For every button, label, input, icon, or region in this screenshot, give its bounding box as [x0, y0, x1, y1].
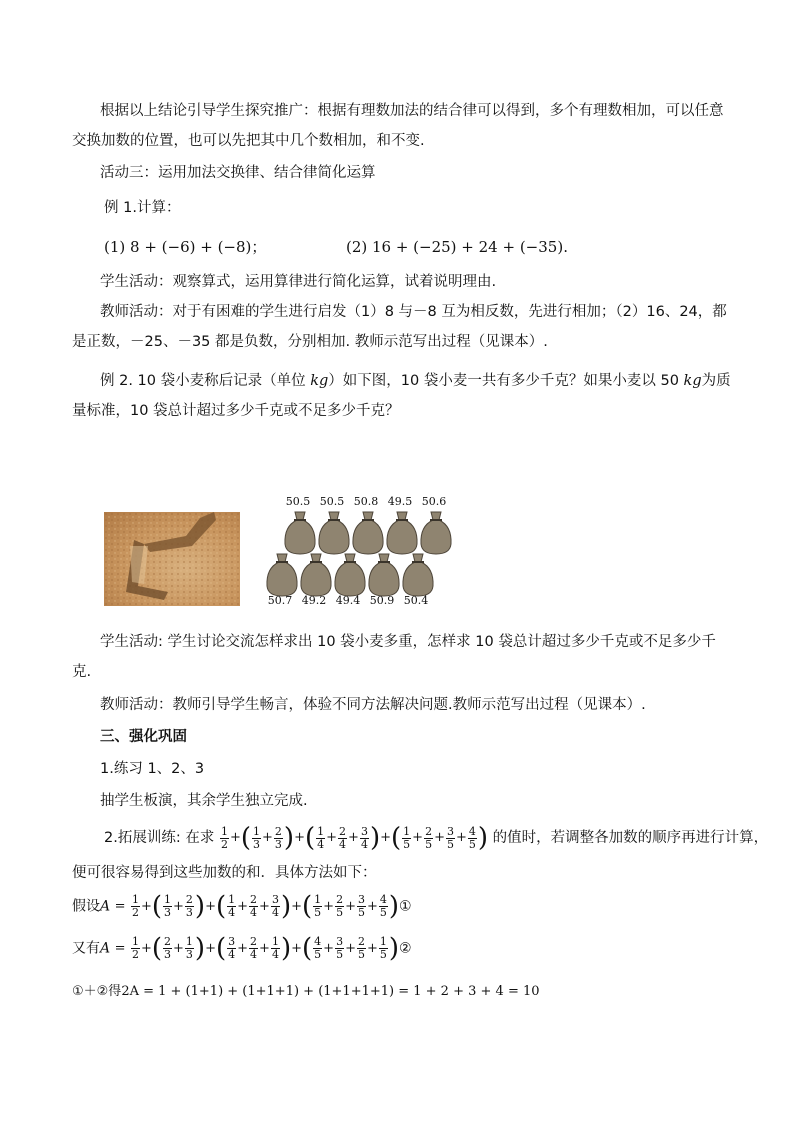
student-activity-2: 学生活动: 学生讨论交流怎样求出 10 袋小麦多重，怎样求 10 袋总计超过多少千克或不足多少千克.	[72, 634, 716, 680]
fraction-expression: $\frac{1}{2}$ +( $\frac{1}{3}$ + $\frac{2}{3}$ )+( $\frac{1}{4}$ + $\frac{2}{4}$ + $\frac{3}{4}$ )+( $\frac{1}{5}$ + $\frac{2}{5}$ + $\frac{3}{5}$ + $\frac{4}{5}$ )	[220, 823, 489, 853]
practice-line: 1.练习 1、2、3	[100, 761, 205, 777]
example2-paragraph	[72, 366, 732, 426]
example2-unit-2: kg	[683, 373, 702, 389]
activity3-heading: 活动三：运用加法交换律、结合律简化运算	[100, 165, 376, 181]
weight-label: 50.5	[319, 495, 345, 508]
weight-label: 49.5	[387, 495, 413, 508]
student-activity-1: 学生活动：观察算式，运用算律进行简化运算，试着说明理由.	[100, 274, 497, 290]
sack-icon	[332, 552, 368, 598]
sack-icon	[384, 510, 420, 556]
sack-icon	[400, 552, 436, 598]
wheat-sacks-figure	[262, 490, 452, 610]
weight-label: 49.4	[335, 594, 361, 607]
wheat-harvest-image	[104, 512, 240, 606]
extension-text-b: 的值时，若调整各加数的顺序再进行计算，	[492, 830, 769, 846]
extension-text-c: 便可很容易得到这些加数的和．具体方法如下：	[72, 865, 377, 881]
equation-2: 又有A = $\frac{1}{2}$ +( $\frac{2}{3}$ + $\frac{1}{3}$ )+( $\frac{3}{4}$ + $\frac{2}{4}$ + $\frac{1}{4}$ )+( $\frac{4}{5}$ + $\frac{3}{5}$ + $\frac{2}{5}$ + $\frac{1}{5}$ )②	[72, 933, 412, 964]
example1-q1: (1) 8 + (−6) + (−8)；	[104, 238, 267, 256]
example2-text-a: 例 2. 10 袋小麦称后记录（单位	[100, 373, 306, 389]
board-line: 抽学生板演，其余学生独立完成.	[100, 793, 308, 809]
also-label: 又有	[72, 940, 100, 957]
sack-icon	[418, 510, 454, 556]
weight-label: 50.6	[421, 495, 447, 508]
example2-unit: kg	[310, 373, 329, 389]
extension-text-a: 2.拓展训练: 在求	[104, 830, 215, 846]
example1-q2: (2) 16 + (−25) + 24 + (−35).	[345, 238, 568, 256]
circle-1-marker: ①	[399, 898, 412, 915]
intro-paragraph: 根据以上结论引导学生探究推广：根据有理数加法的结合律可以得到，多个有理数相加，可以任意交换加数的位置，也可以先把其中几个数相加，和不变.	[72, 103, 724, 149]
teacher-activity-1: 教师活动：对于有困难的学生进行启发（1）8 与－8 互为相反数，先进行相加；（2）16、24，都是正数，－25、－35 都是负数，分别相加. 教师示范写出过程（见课本）.	[72, 304, 727, 350]
example1-questions	[104, 232, 764, 262]
assume-label: 假设	[72, 898, 100, 915]
final-prefix: ①＋②得	[72, 984, 122, 999]
final-equation: 2A = 1 + (1+1) + (1+1+1) + (1+1+1+1) = 1 + 2 + 3 + 4 = 10	[121, 984, 540, 999]
section3-heading: 三、强化巩固	[100, 729, 187, 745]
weight-label: 50.8	[353, 495, 379, 508]
sack-icon	[316, 510, 352, 556]
equation-1: 假设A = $\frac{1}{2}$ +( $\frac{1}{3}$ + $\frac{2}{3}$ )+( $\frac{1}{4}$ + $\frac{2}{4}$ + $\frac{3}{4}$ )+( $\frac{1}{5}$ + $\frac{2}{5}$ + $\frac{3}{5}$ + $\frac{4}{5}$ )①	[72, 891, 412, 922]
circle-2-marker: ②	[399, 940, 412, 957]
example2-text-b: ）如下图，10 袋小麦一共有多少千克？如果小麦以 50	[328, 373, 679, 389]
sack-icon	[298, 552, 334, 598]
weight-label: 50.9	[369, 594, 395, 607]
weight-label: 50.7	[267, 594, 293, 607]
example2-text-c: 为质量标准，10 袋总计超过多少千克或不足多少千克？	[72, 373, 731, 419]
scoop-icon	[104, 512, 240, 606]
example1-title: 例 1.计算：	[104, 200, 181, 216]
sack-icon	[282, 510, 318, 556]
weight-label: 50.5	[285, 495, 311, 508]
weight-label: 50.4	[403, 594, 429, 607]
sack-icon	[264, 552, 300, 598]
sack-icon	[366, 552, 402, 598]
sack-icon	[350, 510, 386, 556]
equation-final	[72, 980, 540, 999]
teacher-activity-2: 教师活动：教师引导学生畅言，体验不同方法解决问题.教师示范写出过程（见课本）.	[100, 697, 646, 713]
weight-label: 49.2	[301, 594, 327, 607]
extension-line	[104, 818, 769, 858]
